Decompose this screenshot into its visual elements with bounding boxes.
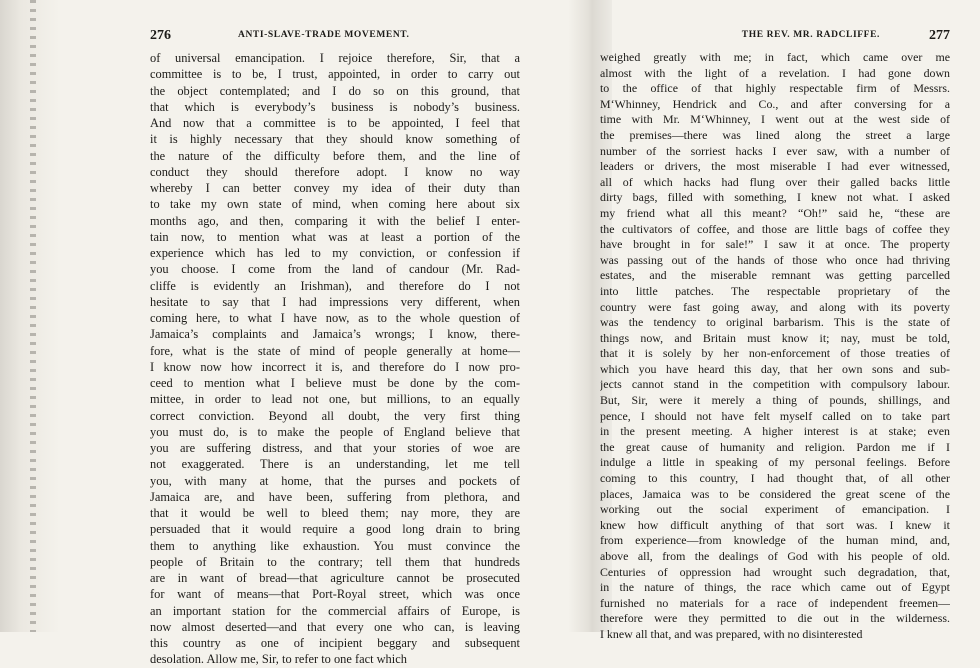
text-line: the object contemplated; and I do so on this ground, that — [150, 83, 520, 98]
text-line: all of which hacks had flung over their galled backs little — [600, 174, 950, 189]
binding-edge — [30, 0, 36, 632]
text-line: have brought in for sale!” I saw it at once. The property — [600, 237, 950, 252]
text-line: them to anything like exhaustion. You must convince the — [150, 538, 520, 553]
text-line: to take my own state of mind, when coming here about six — [150, 197, 520, 212]
text-line: weighed greatly with me; in fact, which came over me — [600, 50, 950, 64]
text-line: leaders or drivers, the most miserable I had ever witnessed, — [600, 159, 950, 174]
text-line: country were fast going away, and along with its poverty — [600, 299, 950, 314]
text-line: are in want of bread—that agriculture cannot be prosecuted — [150, 571, 520, 585]
text-line: M‘Whinney, Hendrick and Co., and after conversing for a — [600, 96, 950, 111]
text-line: for want of means—that Port-Royal street, which was once — [150, 587, 520, 602]
text-line: jects cannot stand in the competition with compulsory labour. — [600, 377, 950, 392]
text-line: persuaded that it would require a good long drain to bring — [150, 522, 520, 537]
left-running-head — [150, 28, 520, 46]
text-line: coming here, to what I have now, as to the whole question of — [150, 311, 520, 325]
text-line: months ago, and then, comparing it with the belief I enter- — [150, 213, 520, 228]
text-line: committee is to be, I trust, appointed, in order to carry out — [150, 67, 520, 82]
text-line: estates, and the miserable remnant was getting parcelled — [600, 268, 950, 283]
text-line: things now, and Britain must know it; nay, must be told, — [600, 330, 950, 345]
text-line: not exaggerated. There is an understanding, let me tell — [150, 457, 520, 472]
text-line: I know now how incorrect it is, and therefore do I now pro- — [150, 359, 520, 374]
text-line: you must do, is to make the people of England believe that — [150, 424, 520, 439]
text-line: this country as one of incipient beggary and subsequent — [150, 636, 520, 650]
text-line: mittee, in order to lead not one, but millions, to an equally — [150, 392, 520, 407]
text-line: an important station for the commercial affairs of Europe, is — [150, 603, 520, 618]
text-line: pence, I should not have felt myself called on to take part — [600, 408, 950, 423]
text-line: the cultivators of coffee, and those are little bags of coffee they — [600, 221, 950, 236]
text-line: time with Mr. M‘Whinney, I went out at the west side of — [600, 112, 950, 127]
text-line: Jamaica are, and have been, suffering from plethora, and — [150, 489, 520, 504]
text-line: from experience—from knowledge of the human mind, and, — [600, 533, 950, 548]
right-running-title: THE REV. MR. RADCLIFFE. — [741, 30, 880, 40]
text-line: that it is solely by her non-enforcement of those treaties of — [600, 346, 950, 361]
text-line: now almost deserted—and that every one who can, is leaving — [150, 619, 520, 634]
text-line: cliffe is evidently an Irishman), and therefore do I not — [150, 278, 520, 293]
text-line: fore, what is the state of mind of people generally at home— — [150, 343, 520, 358]
text-line: And now that a committee is to be appointed, I feel that — [150, 116, 520, 130]
text-line: above all, from the dealings of God with his people of old. — [600, 549, 950, 563]
text-line: indulge a little in speaking of my personal feelings. Before — [600, 455, 950, 470]
text-line: was the tendency to original barbarism. This is the state of — [600, 315, 950, 330]
text-line: which you have heard this day, that her own sons and sub- — [600, 361, 950, 376]
text-line: number of the sorriest hacks I ever saw, with a number of — [600, 143, 950, 158]
text-line: furnished no materials for a race of independent freemen— — [600, 595, 950, 610]
text-line: you, with many at home, that the purses and pockets of — [150, 473, 520, 488]
text-line: whereby I can better convey my idea of their duty than — [150, 181, 520, 195]
text-line: coming to this country, I had thought that, of all other — [600, 471, 950, 486]
text-line: of universal emancipation. I rejoice therefore, Sir, that a — [150, 51, 520, 65]
text-line: you choose. I come from the land of candour (Mr. Rad- — [150, 262, 520, 277]
text-line: people of Britain to the contrary; tell them that hundreds — [150, 554, 520, 569]
text-line: correct conviction. Beyond all doubt, the very first thing — [150, 408, 520, 423]
text-line: knew how difficult anything of that sort was. I knew it — [600, 517, 950, 532]
text-line: it is highly necessary that they should know something of — [150, 132, 520, 147]
left-running-title: ANTI-SLAVE-TRADE MOVEMENT. — [238, 30, 410, 40]
text-line: experience which has led to my conviction, or confession if — [150, 246, 520, 260]
left-page-body — [150, 50, 520, 668]
text-line: that it would be well to bleed them; nay more, they are — [150, 506, 520, 520]
text-line: But, Sir, were it merely a thing of pounds, shillings, and — [600, 393, 950, 408]
text-line: that which is everybody’s business is nobody’s business. — [150, 99, 520, 114]
text-line: into little patches. The respectable proprietary of the — [600, 283, 950, 298]
text-line: to the office of that highly respectable firm of Messrs. — [600, 81, 950, 96]
text-line: you are suffering distress, and that your stories of woe are — [150, 441, 520, 455]
text-line: in the present meeting. A higher interest is at stake; even — [600, 424, 950, 439]
text-line: desolation. Allow me, Sir, to refer to one fact which — [150, 652, 407, 667]
left-page-number: 276 — [150, 28, 171, 43]
text-line: tain now, to mention what was at least a portion of the — [150, 229, 520, 244]
text-line: I knew all that, and was prepared, with no disinterested — [600, 626, 863, 641]
text-line: almost with the light of a revelation. I had gone down — [600, 65, 950, 80]
text-line: my friend what all this meant? “Oh!” said he, “these are — [600, 205, 950, 220]
text-line: hesitate to say that I had impressions very different, when — [150, 294, 520, 309]
text-line: Centuries of oppression had wrought such degradation, that, — [600, 564, 950, 579]
text-line: the nature of the difficulty before them, and the line of — [150, 148, 520, 163]
text-line: Jamaica’s complaints and Jamaica’s wrongs; I know, there- — [150, 327, 520, 342]
right-page-body — [600, 50, 950, 643]
text-line: conduct they should therefore adopt. I know no way — [150, 164, 520, 179]
text-line: in the nature of things, the race which came out of Egypt — [600, 580, 950, 595]
text-line: ceed to mention what I believe must be done by the com- — [150, 376, 520, 390]
text-line: therefore were they permitted to die out in the wilderness. — [600, 611, 950, 626]
right-running-head — [600, 28, 950, 46]
text-line: working out the social experiment of emancipation. I — [600, 502, 950, 517]
text-line: the great cause of humanity and religion. Pardon me if I — [600, 439, 950, 454]
text-line: dirty bags, filled with something, I knew not what. I asked — [600, 190, 950, 205]
text-line: places, Jamaica was to be considered the great scene of the — [600, 486, 950, 501]
right-page-number: 277 — [929, 28, 950, 43]
text-line: was passing out of the hands of those who once had thriving — [600, 252, 950, 267]
text-line: the premises—there was lined along the street a large — [600, 127, 950, 142]
